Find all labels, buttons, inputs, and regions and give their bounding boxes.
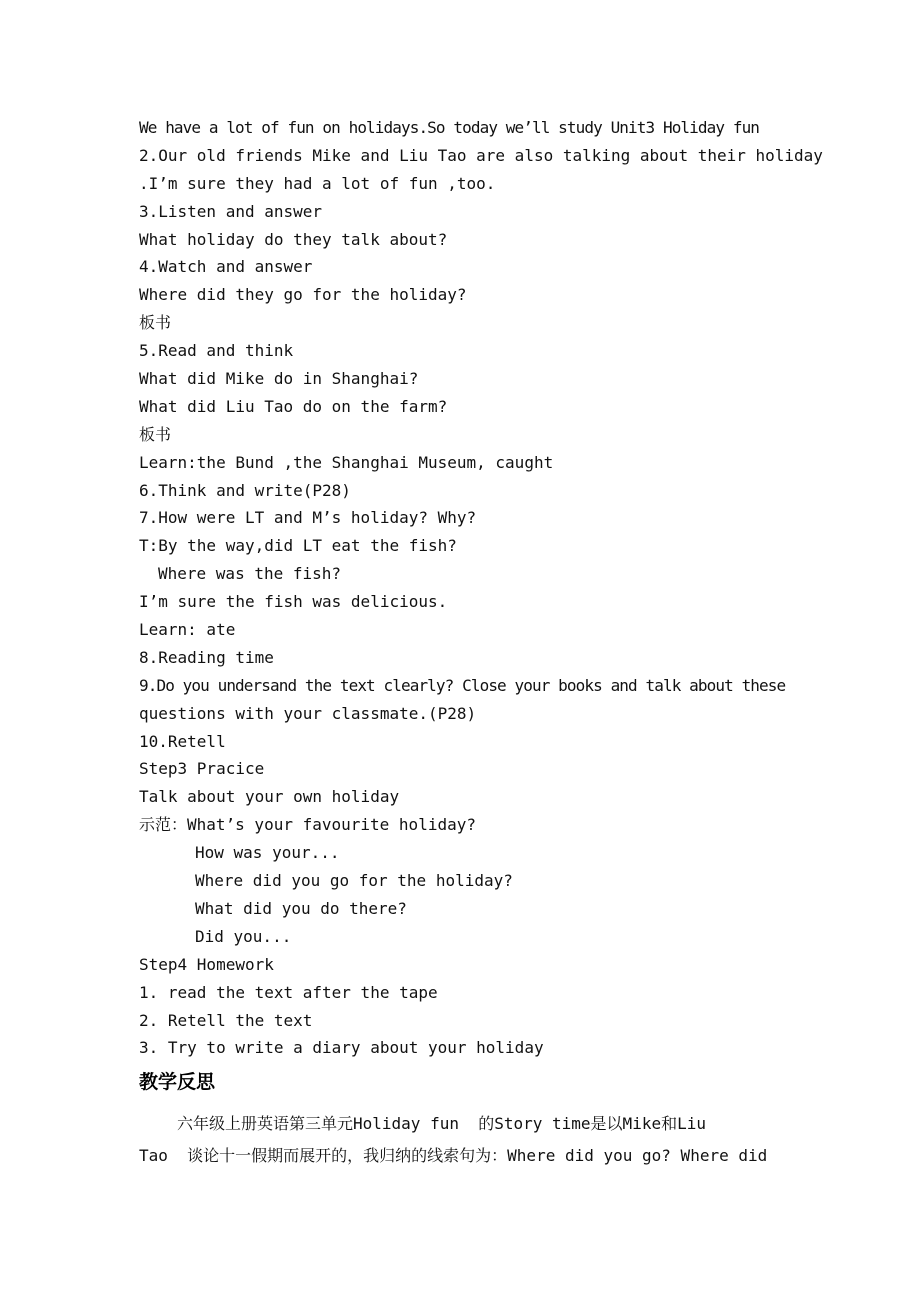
lesson-plan-body: [139, 114, 823, 1062]
text-line: Learn: ate: [139, 620, 236, 640]
text-line: I’m sure the fish was delicious.: [139, 592, 448, 612]
text-line: 10.Retell: [139, 731, 226, 751]
text-line: Where did they go for the holiday?: [139, 285, 467, 305]
reflection-paragraph: [139, 1108, 819, 1172]
text-line: 5.Read and think: [139, 341, 294, 361]
text-line: Step3 Pracice: [139, 759, 265, 779]
text-line: 9.Do you undersand the text clearly? Close your books and talk about these: [139, 675, 786, 695]
reflection-heading: 教学反思: [139, 1071, 216, 1093]
text-line: 六年级上册英语第三单元Holiday fun 的Story time是以Mike和Liu: [177, 1114, 706, 1133]
text-line: 2. Retell the text: [139, 1010, 313, 1030]
text-line: questions with your classmate.(P28): [139, 703, 477, 723]
text-line: 2.Our old friends Mike and Liu Tao are also talking about their holiday: [139, 145, 823, 165]
text-line: 板书: [139, 313, 172, 333]
text-line: 3. Try to write a diary about your holiday: [139, 1038, 544, 1058]
text-line: What holiday do they talk about?: [139, 229, 448, 249]
text-line: Did you...: [195, 926, 292, 946]
text-line: 板书: [139, 424, 172, 444]
text-line: 8.Reading time: [139, 647, 274, 667]
text-line: Learn:the Bund ,the Shanghai Museum, caught: [139, 452, 554, 472]
text-line: Where did you go for the holiday?: [195, 871, 513, 891]
text-line: Talk about your own holiday: [139, 787, 400, 807]
text-line: Step4 Homework: [139, 954, 274, 974]
text-line: 6.Think and write(P28): [139, 480, 351, 500]
text-line: 7.How were LT and M’s holiday? Why?: [139, 508, 477, 528]
text-line: 1. read the text after the tape: [139, 982, 438, 1002]
text-line: What did you do there?: [195, 898, 407, 918]
text-line: 示范：What’s your favourite holiday?: [139, 815, 476, 835]
text-line: Where was the fish?: [158, 564, 342, 584]
text-line: 3.Listen and answer: [139, 201, 323, 221]
text-line: Tao 谈论十一假期而展开的，我归纳的线索句为：Where did you go? Where did: [139, 1146, 768, 1165]
text-line: How was your...: [195, 843, 340, 863]
text-line: We have a lot of fun on holidays.So today we’ll study Unit3 Holiday fun: [139, 118, 760, 137]
text-line: What did Liu Tao do on the farm?: [139, 396, 448, 416]
text-line: 4.Watch and answer: [139, 257, 313, 277]
text-line: What did Mike do in Shanghai?: [139, 369, 419, 389]
text-line: T:By the way,did LT eat the fish?: [139, 536, 457, 556]
text-line: .I’m sure they had a lot of fun ,too.: [139, 173, 496, 193]
